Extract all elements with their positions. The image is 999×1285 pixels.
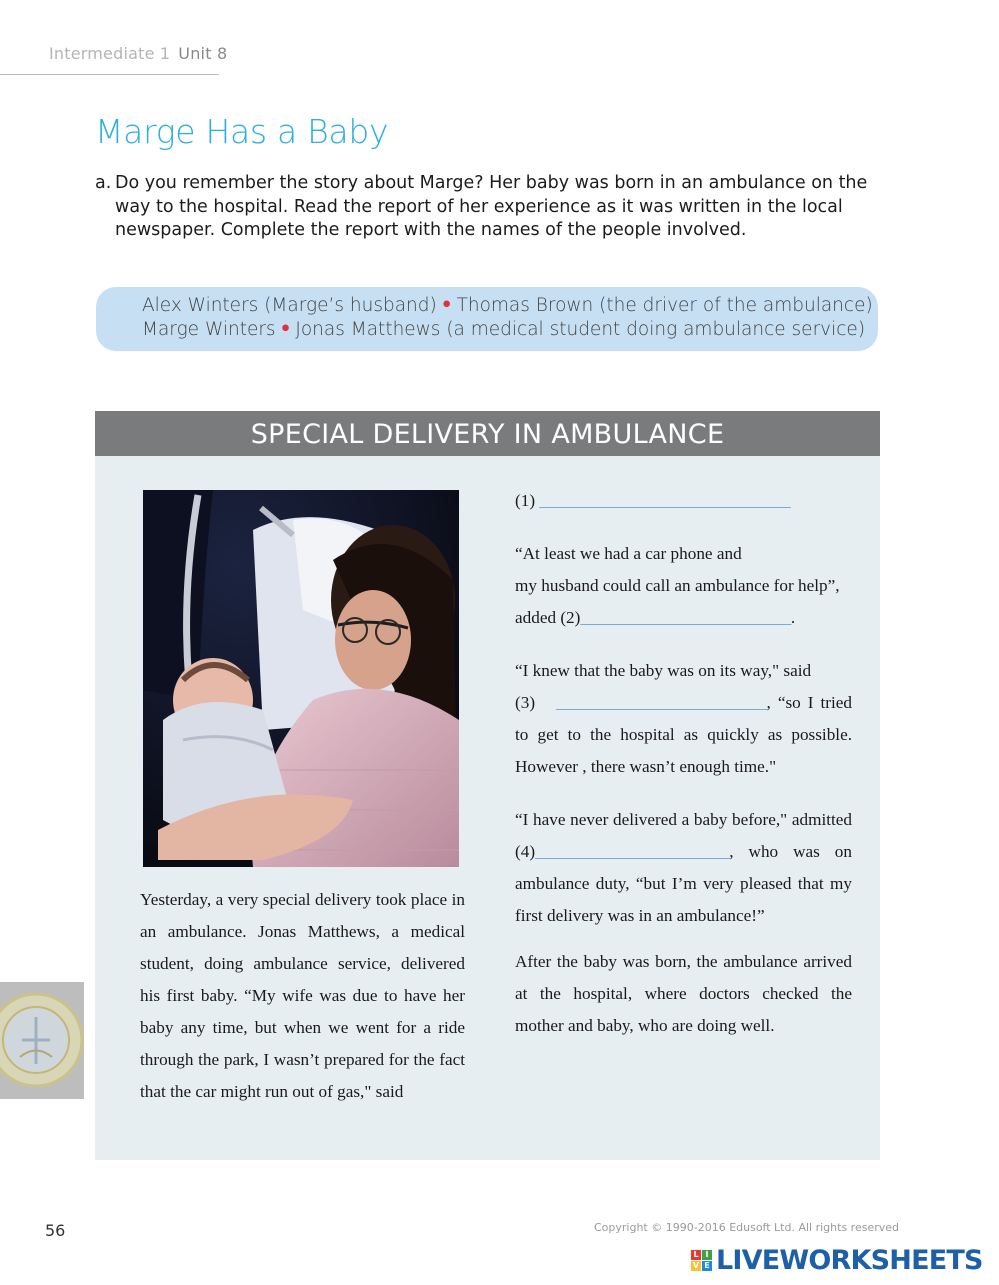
- quote-2-end: .: [790, 608, 796, 627]
- unit-number: Unit 8: [178, 44, 228, 63]
- article-right-column: [515, 485, 852, 1042]
- blank-1-label: (1): [515, 491, 536, 510]
- mother-baby-photo: [143, 490, 459, 867]
- quote-4-start: “I have never delivered a baby before," admitted (4): [515, 810, 852, 861]
- quote-2-line-3: added (2): [515, 608, 581, 627]
- instructions-letter: a.: [95, 173, 112, 193]
- name-thomas: Thomas Brown (the driver of the ambulance): [456, 295, 873, 316]
- quote-2-line-2: my husband could call an ambulance for help”,: [515, 576, 840, 595]
- page-title: Marge Has a Baby: [95, 112, 389, 151]
- article-heading: SPECIAL DELIVERY IN AMBULANCE: [95, 411, 880, 456]
- instructions: [95, 172, 895, 243]
- level-label: Intermediate 1: [49, 44, 171, 63]
- quote-4-rest: , who was on ambulance duty, “but I’m very pleased that my first delivery was in an ambulance!”: [515, 842, 852, 925]
- blank-3-input[interactable]: __________________________: [556, 693, 767, 712]
- quote-1: [515, 485, 852, 517]
- copyright-notice: Copyright © 1990-2016 Edusoft Ltd. All rights reserved: [594, 1221, 900, 1234]
- bullet-icon: •: [440, 295, 453, 316]
- liveworksheets-logo[interactable]: [691, 1244, 983, 1276]
- liveworksheets-mark-icon: L I V E: [691, 1250, 712, 1271]
- quote-2: [515, 538, 852, 634]
- header-divider: [0, 74, 219, 75]
- seal-emblem-icon: [0, 982, 84, 1099]
- name-alex: Alex Winters (Marge’s husband): [142, 295, 437, 316]
- instructions-text: Do you remember the story about Marge? Her baby was born in an ambulance on the way to the hospital. Read the report of her experience as it was written in the local newspaper. Complete the report with the names of the people involved.: [115, 173, 868, 240]
- article: [95, 411, 880, 1160]
- blank-2-input[interactable]: __________________________: [580, 608, 791, 627]
- page-number: 56: [45, 1221, 66, 1240]
- liveworksheets-wordmark: LIVEWORKSHEETS: [716, 1244, 983, 1276]
- name-marge: Marge Winters: [142, 319, 276, 340]
- name-bank: [96, 287, 878, 351]
- blank-4-input[interactable]: ________________________: [535, 842, 730, 861]
- photo-image: [143, 490, 459, 867]
- article-conclusion: After the baby was born, the ambulance arrived at the hospital, where doctors checked the mother and baby, who are doing well.: [515, 952, 852, 1035]
- name-jonas: Jonas Matthews (a medical student doing ambulance service): [295, 319, 866, 340]
- blank-1-input[interactable]: _______________________________: [539, 491, 791, 510]
- name-bank-line-1: [142, 294, 878, 318]
- unit-label: [49, 44, 227, 63]
- quote-3-line-1: “I knew that the baby was on its way," said: [515, 661, 812, 680]
- blank-3-label: (3): [515, 693, 536, 712]
- quote-3: [515, 655, 852, 783]
- quote-3-rest: , “so I tried to get to the hospital as quickly as possible. However , there wasn’t enough time.": [515, 693, 852, 776]
- quote-4: [515, 804, 852, 932]
- university-seal: [0, 982, 84, 1099]
- bullet-icon: •: [279, 319, 292, 340]
- name-bank-line-2: [142, 318, 878, 342]
- article-intro: Yesterday, a very special delivery took place in an ambulance. Jonas Matthews, a medical student, doing ambulance service, delivered his first baby. “My wife was due to have her baby any time, but when we went for a ride through the park, I wasn’t prepared for the fact that the car might run out of gas," said: [140, 890, 465, 1101]
- article-left-column: [140, 884, 465, 1108]
- quote-2-line-1: “At least we had a car phone and: [515, 544, 742, 563]
